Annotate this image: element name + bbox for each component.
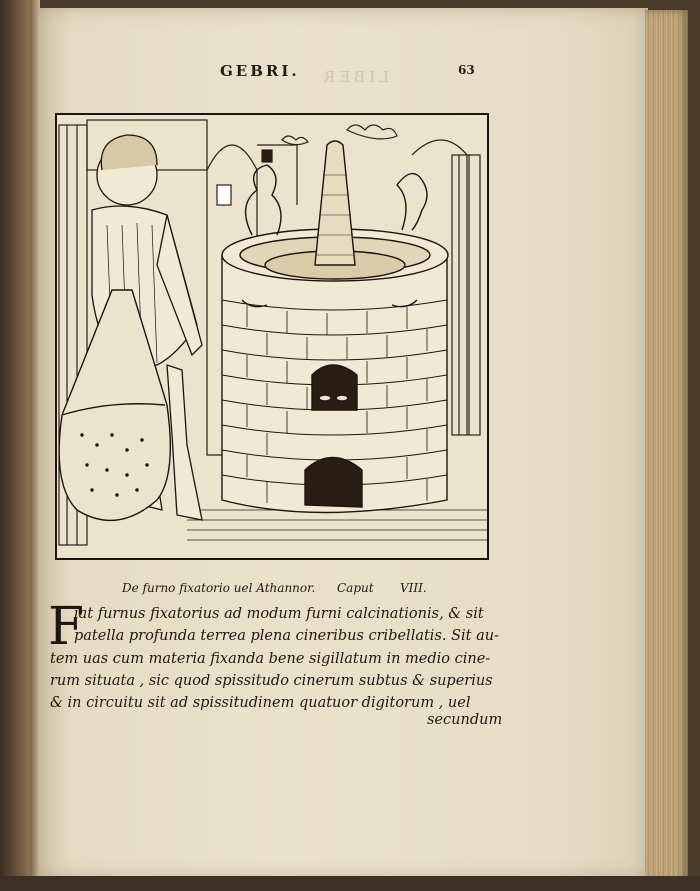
text-line: patella profunda terrea plena cineribus cribellatis. Sit au-	[74, 628, 499, 644]
athanor-furnace-woodcut	[57, 115, 487, 558]
background-right	[688, 0, 700, 891]
drop-capital: F	[48, 597, 85, 657]
book-binding	[0, 0, 30, 891]
page-number: 63	[458, 63, 475, 77]
catchword: secundum	[427, 712, 503, 728]
text-line: iat furnus fixatorius ad modum furni calcinationis, & sit	[74, 606, 484, 622]
text-line: & in circuitu sit ad spissitudinem quatuor digitorum , uel	[50, 695, 471, 711]
chapter-title: De furno fixatorio uel Athannor.	[122, 581, 316, 595]
text-line: tem uas cum materia fixanda bene sigillatum in medio cine-	[50, 651, 491, 667]
chapter-number: VIII.	[400, 581, 427, 595]
woodcut-illustration	[55, 113, 489, 560]
background-bottom	[0, 876, 700, 891]
running-head: GEBRI.	[220, 62, 300, 80]
text-line: rum situata , sic quod spissitudo cinerum subtus & superius	[50, 673, 493, 689]
fore-edge	[645, 10, 690, 885]
chapter-label: Caput	[337, 581, 374, 595]
show-through-text: LIBER	[320, 68, 390, 86]
